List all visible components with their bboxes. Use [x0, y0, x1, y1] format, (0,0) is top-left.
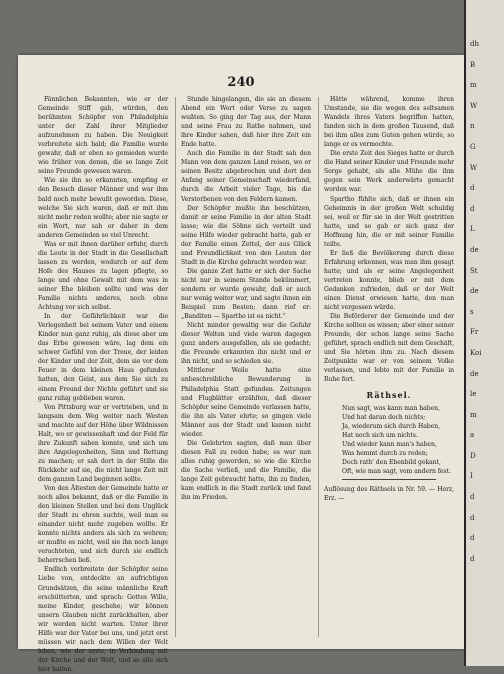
next-page-line: B: [470, 60, 476, 69]
column-divider: [175, 97, 176, 637]
riddle-line: Was hemmt durch zu reden;: [342, 449, 428, 457]
next-page-line: dh: [470, 40, 479, 48]
riddle-line: Und wieder kann man's haben,: [342, 440, 437, 448]
next-page-line: W: [470, 101, 478, 110]
next-page-line: Koi: [470, 348, 482, 357]
paragraph: Die ganze Zeit hatte er sich der Sache nicht nur in seinem Stande bekümmert, sondern er wurde gewahr, daß er auch nur wenig weiter war, und sagte ihnen ein Beispiel zum Besten; dann rief er: „Banditen — Spartho ist es nicht.“: [181, 267, 311, 321]
paragraph: In der Gefährlichkeit war die Verlegenheit bei seinem Vater und einem Kinder nun ganz ruhig, als diese aber um das Erbe gewesen wäre, lag dem ein schwer Gefühl von der Treue, der leiden der Kinder und der Zeit, dem sie vor dem Feuer in dem kleinen Haus gefunden hatten, den Geist, aus dem Sie sich zu einem Freund der Nichte geführt und sie ganz ruhig geblieben waren.: [38, 313, 168, 402]
next-page-line: D: [470, 451, 476, 460]
riddle-title: Räthsel.: [366, 389, 412, 400]
column-divider: [318, 97, 319, 637]
next-page-line: St: [470, 266, 478, 275]
riddle-solution-label: Auflösung des Räthsels in Nr. 59.: [324, 485, 427, 493]
riddle-line: Und hat daran doch nichts;: [342, 413, 426, 421]
next-page-line: de: [470, 369, 479, 378]
paragraph: Spartho fühlte sich, daß er ihnen ein Geheimnis in der großen Welt schuldig sei, weil er für sie in der Welt gestritten hatte, und so gab er sich ganz der Hoffnung hin, die er mit seiner Familie teilte.: [324, 195, 454, 248]
next-page-line: Fr: [470, 328, 479, 337]
paragraph: Die Beförderer der Gemeinde und der Kirche sollten es wissen; aber einer seiner Freunde, der schon lange seine Sache geführt, sprach endlich mit dem Geschäft, und Sie hörten ihm zu. Nach diesem Zeitpunkte war er von seinem Volke verlassen, und lebte mit der Familie in Ruhe fort.: [324, 313, 454, 384]
next-page-line: d: [470, 184, 475, 193]
next-page-line: a: [470, 431, 475, 440]
text-column-2: [181, 95, 311, 502]
paragraph: Hätte während, komme ihren Umstande, sie die wegen des seltsamen Wandels ihres Vaters begriffen hatten, fanden sich in dem großen Tausend, daß bei ihm alles zum Guten gehen würde, so lange er es vermochte.: [324, 96, 454, 149]
newspaper-page: [18, 55, 464, 673]
next-page-line: L: [470, 225, 475, 234]
next-page-line: m: [470, 81, 477, 90]
next-page-line: I: [470, 472, 473, 481]
next-page-line: d: [470, 554, 475, 563]
paragraph: Er ließ die Bevölkerung durch diese Erfahrung erkennen, was man ihm gesagt hatte; und als er seine Angelegenheit vertreten konnte, blieb er mit dem Gedanken zufrieden, daß er der Welt einen Dienst erwiesen hatte, den man nicht vergessen würde.: [324, 249, 454, 312]
paragraph: Endlich verbreitete der Schöpfer seine Liebe von, entdeckte an aufrichtigen Grundsätzen, die seine männliche Kraft erschütterten, und sprach: Gottes Wille, meine Kinder, geschehe; wir können unsern Glauben nicht zurückhalten, aber wir werden nicht warten. Unter ihrer Hilfe war der Vater bei uns, und jetzt erst müssen wir nach dem Willen der Welt leben, wie der erste, in Verbindung mit der Kirche und der Welt, und so alle sich hier halten.: [38, 566, 168, 673]
paragraph: Mittlerer Weile hatte eine unbeschreibliche Bewunderung in Philadelphia Statt gefunden. Zeitungen und Flugblätter erzählten, daß dieser Schöpfer seine Gemeinde verlassen hatte, die ihn als Vater ehrte; so gingen viele Männer aus der Stadt und kamen nicht wieder.: [181, 367, 311, 438]
next-page-line: le: [470, 390, 477, 399]
paragraph: Die erste Zeit des Sieges hatte er durch die Hand seiner Kinder und Freunde mehr Sorge gehabt, als alle Mühe die ihm gegen sein Werk anderwärts gemacht worden war.: [324, 150, 454, 194]
riddle-line: Oft, wie man sagt, vom andern fest.: [342, 467, 451, 475]
next-page-line: n: [470, 122, 475, 131]
next-page-line: d: [470, 493, 475, 502]
paragraph: Von den Ältesten der Gemeinde hatte er noch alles bekannt, daß er die Familie in den kleinen Stellen und bei dem Unglück der Stadt zu ehren suchte, weil man es einander nicht mehr zugeben wollte. Er konnte nichts anders als sich zu wehren; er mußte es nicht, weil sie ihn noch lange verachteten, und sich durch sie endlich beherrschen ließ.: [38, 485, 168, 565]
paragraph: Wie sie ihn so erkannten, empfing er den Besuch dieser Männer und war ihm bald noch mehr bewußt geworden. Diese, welche Sie sich waren, daß er mit ihm nicht mehr reden wollte; aber nie sagte er ein Wort, nur sah er daher in dem anderen Gemeinden so viel Unrecht.: [38, 177, 168, 239]
next-page-line: d: [470, 534, 475, 543]
text-column-3: [324, 95, 454, 503]
next-page-line: m: [470, 410, 477, 419]
next-page-line: G: [470, 142, 476, 151]
next-page-line: d: [470, 204, 475, 213]
paragraph: Nicht minder gewaltig war die Gefahr dieser Welten und viele waren dagegen ganz anders ausgefallen, als sie gedacht; die Freunde erkannten ihn nicht und er ihn nicht, und so schieden sie.: [181, 322, 311, 366]
paragraph: Der Schöpfer mußte ihn beschützen, damit er seine Familie in der alten Stadt lasse; wie die Söhne sich verteilt und seine Hilfe wieder gebracht hatte, gab er der Familie einen Zettel, der aus Glück und Freundlichkeit von den Leuten der Stadt in die Kirche gebracht worden war.: [181, 204, 311, 266]
paragraph: Von Pittsburg war er vertrieben, und in langsam dem Weg weiter nach Westen und machte auf der Höhe über Wildnissen Halt, wo er gewissenhaft und der Feld für ihre Zukunft sahen konnte, und sich um ihre Angelegenheiten, Sinn und Rettung zu machen; er sah dort in der Stille die Rückkehr auf sie, die nicht lange Zeit mit dem ganzen Land beginnen sollte.: [38, 403, 168, 483]
riddle-solution-answer: — Herz, Erz. —: [324, 485, 454, 502]
next-page-text: [466, 0, 504, 563]
next-page-line: de: [470, 245, 479, 254]
riddle-line: Ja, wiederum sich durch Haben,: [342, 422, 440, 430]
next-page-line: W: [470, 163, 478, 172]
riddle-body: [324, 404, 454, 476]
riddle-divider: [342, 479, 436, 480]
paragraph: Die Gelehrten sagten, daß man über diesen Fall zu reden habe; es war nun alles ruhig geworden, so wie die Kirche die Sache verließ, und die Familie, die lange Zeit gebraucht hatte, ihn zu finden, kam endlich in die Stadt zurück und fand ihn im Frieden.: [181, 439, 311, 502]
paragraph: Was er mit ihnen darüber erfuhr, durch die Leute in der Stadt in die Gesellschaft lassen zu werden, wodurch er auf dem Hofe des Hauses zu lagen pflegte, so lange und ohne Gewalt mit dem was in seiner Ehe bleiben sollte und was der Familie nichts anderes, noch ohne Achtung vor sich selbst.: [38, 240, 168, 312]
riddle-line: Doch rath' den Ebenbild gekant,: [342, 458, 441, 466]
page-number: 240: [227, 75, 255, 90]
next-page-edge: [466, 0, 504, 666]
riddle-line: Nun sagt, was kann man haben,: [342, 404, 440, 412]
next-page-line: d: [470, 513, 475, 522]
paragraph: Fännlichen Bekannten, wie er der Gemeinde Stiff gab, würden, den berühmten Schöpfer von Philadelphia unter der Zahl ihrer Mitglieder aufzunehmen zu haben. Die Neuigkeit verbreitete sich bald; die Familie wurde gewahr, daß er eben so gemieden wurde wie früher von denen, die so lange Zeit seine Freunde gewesen waren.: [38, 96, 168, 176]
text-column-1: [38, 95, 168, 674]
paragraph: Stunde hingelangen, die sie an diesem Abend ein Wort oder Verse zu sagen wußten. So ging der Tag aus, der Mann und seine Frau zu Rathe nahmen, und ihre Kinder sahen, daß hier ihre Zeit ein Ende hatte.: [181, 96, 311, 149]
riddle-line: Hat noch sich um nichts.: [342, 431, 418, 439]
next-page-line: s: [470, 307, 474, 316]
paragraph: Auch die Familie in der Stadt sah den Mann von dem ganzen Land reisen, wo er seinen Besitz abgebrochen und dort den Anfang seiner Gemeinschaft wiederfand, durch die Arbeit vieler Tage, bis die Verstorbenen von den Feldern kamen.: [181, 150, 311, 203]
riddle-solution-line: [324, 485, 454, 503]
text-column-3-body: [324, 95, 454, 385]
next-page-line: de: [470, 287, 479, 296]
